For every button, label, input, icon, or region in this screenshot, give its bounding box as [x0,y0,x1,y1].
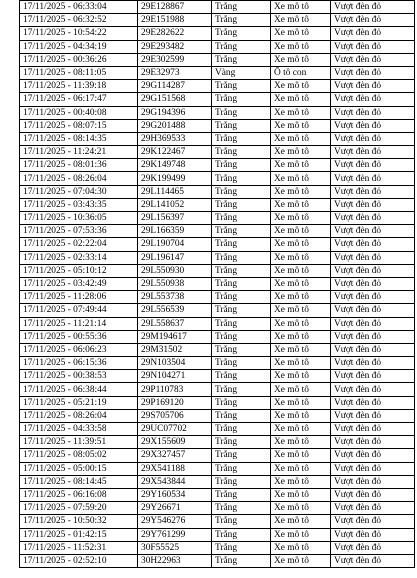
vehicle-type-cell: Xe mô tô [271,436,331,449]
violation-time-cell: 17/11/2025 - 08:01:36 [20,159,138,172]
license-plate-cell: 29E282622 [138,27,212,40]
violation-time-cell: 17/11/2025 - 03:42:49 [20,277,138,290]
plate-color-cell: Trắng [212,185,271,198]
license-plate-cell: 29Y160534 [138,488,212,501]
violation-type-cell: Vượt đèn đỏ [331,27,415,40]
plate-color-cell: Trắng [212,132,271,145]
table-row [20,264,415,277]
vehicle-type-cell: Xe mô tô [271,119,331,132]
table-row [20,462,415,475]
vehicle-type-cell: Xe mô tô [271,212,331,225]
vehicle-type-cell: Xe mô tô [271,383,331,396]
violation-type-cell: Vượt đèn đỏ [331,119,415,132]
vehicle-type-cell: Xe mô tô [271,132,331,145]
vehicle-type-cell: Xe mô tô [271,238,331,251]
violation-time-cell: 17/11/2025 - 08:05:02 [20,449,138,462]
table-row [20,541,415,554]
table-row [20,1,415,14]
plate-color-cell: Trắng [212,396,271,409]
license-plate-cell: 29G201488 [138,119,212,132]
plate-color-cell: Trắng [212,80,271,93]
violation-time-cell: 17/11/2025 - 00:36:26 [20,53,138,66]
violation-time-cell: 17/11/2025 - 08:11:05 [20,66,138,79]
violation-time-cell: 17/11/2025 - 11:39:18 [20,80,138,93]
table-row [20,409,415,422]
plate-color-cell: Trắng [212,488,271,501]
vehicle-type-cell: Xe mô tô [271,198,331,211]
violation-time-cell: 17/11/2025 - 00:55:36 [20,330,138,343]
vehicle-type-cell: Xe mô tô [271,172,331,185]
plate-color-cell: Trắng [212,212,271,225]
violation-time-cell: 17/11/2025 - 04:34:19 [20,40,138,53]
violation-type-cell: Vượt đèn đỏ [331,291,415,304]
plate-color-cell: Trắng [212,370,271,383]
plate-color-cell: Trắng [212,317,271,330]
violation-type-cell: Vượt đèn đỏ [331,515,415,528]
plate-color-cell: Trắng [212,53,271,66]
license-plate-cell: 29L190704 [138,238,212,251]
vehicle-type-cell: Xe mô tô [271,409,331,422]
violation-type-cell: Vượt đèn đỏ [331,475,415,488]
vehicle-type-cell: Xe mô tô [271,251,331,264]
table-row [20,475,415,488]
violation-type-cell: Vượt đèn đỏ [331,488,415,501]
violation-time-cell: 17/11/2025 - 06:33:04 [20,1,138,14]
vehicle-type-cell: Xe mô tô [271,1,331,14]
violation-type-cell: Vượt đèn đỏ [331,53,415,66]
table-row [20,212,415,225]
violations-table-body [20,1,415,568]
violation-type-cell: Vượt đèn đỏ [331,554,415,567]
violation-time-cell: 17/11/2025 - 06:38:44 [20,383,138,396]
plate-color-cell: Trắng [212,106,271,119]
violation-time-cell: 17/11/2025 - 08:14:35 [20,132,138,145]
table-row [20,488,415,501]
plate-color-cell: Trắng [212,198,271,211]
vehicle-type-cell: Xe mô tô [271,330,331,343]
plate-color-cell: Trắng [212,475,271,488]
table-row [20,423,415,436]
table-row [20,185,415,198]
plate-color-cell: Trắng [212,357,271,370]
violation-time-cell: 17/11/2025 - 11:28:06 [20,291,138,304]
table-row [20,502,415,515]
plate-color-cell: Trắng [212,423,271,436]
license-plate-cell: 29Y546276 [138,515,212,528]
plate-color-cell: Trắng [212,264,271,277]
license-plate-cell: 29M31502 [138,343,212,356]
violation-time-cell: 17/11/2025 - 01:42:15 [20,528,138,541]
violation-type-cell: Vượt đèn đỏ [331,330,415,343]
violation-time-cell: 17/11/2025 - 07:53:36 [20,225,138,238]
vehicle-type-cell: Xe mô tô [271,304,331,317]
violation-type-cell: Vượt đèn đỏ [331,343,415,356]
license-plate-cell: 29E128867 [138,1,212,14]
violation-time-cell: 17/11/2025 - 00:40:08 [20,106,138,119]
violation-time-cell: 17/11/2025 - 06:15:36 [20,357,138,370]
vehicle-type-cell: Xe mô tô [271,185,331,198]
vehicle-type-cell: Xe mô tô [271,488,331,501]
violation-time-cell: 17/11/2025 - 11:21:14 [20,317,138,330]
table-row [20,343,415,356]
table-row [20,554,415,567]
violation-time-cell: 17/11/2025 - 06:32:52 [20,14,138,27]
violation-type-cell: Vượt đèn đỏ [331,277,415,290]
license-plate-cell: 29L550930 [138,264,212,277]
table-row [20,370,415,383]
violation-time-cell: 17/11/2025 - 00:38:53 [20,370,138,383]
license-plate-cell: 29X543844 [138,475,212,488]
table-row [20,436,415,449]
vehicle-type-cell: Xe mô tô [271,541,331,554]
license-plate-cell: 29N104271 [138,370,212,383]
table-row [20,27,415,40]
plate-color-cell: Trắng [212,343,271,356]
vehicle-type-cell: Xe mô tô [271,528,331,541]
license-plate-cell: 29X541188 [138,462,212,475]
table-row [20,515,415,528]
license-plate-cell: 29H369533 [138,132,212,145]
plate-color-cell: Trắng [212,304,271,317]
vehicle-type-cell: Xe mô tô [271,449,331,462]
license-plate-cell: 29G194396 [138,106,212,119]
plate-color-cell: Trắng [212,502,271,515]
violation-type-cell: Vượt đèn đỏ [331,304,415,317]
license-plate-cell: 29L556539 [138,304,212,317]
violation-type-cell: Vượt đèn đỏ [331,66,415,79]
plate-color-cell: Trắng [212,238,271,251]
table-row [20,330,415,343]
table-row [20,132,415,145]
violation-type-cell: Vượt đèn đỏ [331,185,415,198]
violation-type-cell: Vượt đèn đỏ [331,132,415,145]
license-plate-cell: 29X327457 [138,449,212,462]
vehicle-type-cell: Xe mô tô [271,357,331,370]
plate-color-cell: Trắng [212,449,271,462]
violation-type-cell: Vượt đèn đỏ [331,172,415,185]
license-plate-cell: 29S705706 [138,409,212,422]
license-plate-cell: 30H22963 [138,554,212,567]
violation-type-cell: Vượt đèn đỏ [331,383,415,396]
vehicle-type-cell: Xe mô tô [271,53,331,66]
violation-type-cell: Vượt đèn đỏ [331,528,415,541]
vehicle-type-cell: Xe mô tô [271,27,331,40]
plate-color-cell: Trắng [212,409,271,422]
violation-type-cell: Vượt đèn đỏ [331,80,415,93]
plate-color-cell: Trắng [212,528,271,541]
license-plate-cell: 29Y761299 [138,528,212,541]
table-row [20,146,415,159]
vehicle-type-cell: Xe mô tô [271,475,331,488]
violation-type-cell: Vượt đèn đỏ [331,146,415,159]
violation-type-cell: Vượt đèn đỏ [331,317,415,330]
plate-color-cell: Trắng [212,436,271,449]
plate-color-cell: Trắng [212,14,271,27]
violation-type-cell: Vượt đèn đỏ [331,462,415,475]
violation-type-cell: Vượt đèn đỏ [331,449,415,462]
license-plate-cell: 29L156397 [138,212,212,225]
license-plate-cell: 29K122467 [138,146,212,159]
table-row [20,119,415,132]
plate-color-cell: Trắng [212,27,271,40]
violation-type-cell: Vượt đèn đỏ [331,502,415,515]
license-plate-cell: 29E293482 [138,40,212,53]
license-plate-cell: 29Y26671 [138,502,212,515]
table-row [20,14,415,27]
license-plate-cell: 29N103504 [138,357,212,370]
table-row [20,238,415,251]
table-row [20,66,415,79]
vehicle-type-cell: Xe mô tô [271,462,331,475]
violation-time-cell: 17/11/2025 - 05:21:19 [20,396,138,409]
table-row [20,396,415,409]
table-row [20,251,415,264]
vehicle-type-cell: Xe mô tô [271,146,331,159]
violation-type-cell: Vượt đèn đỏ [331,423,415,436]
violation-type-cell: Vượt đèn đỏ [331,251,415,264]
violation-type-cell: Vượt đèn đỏ [331,212,415,225]
violation-time-cell: 17/11/2025 - 11:24:21 [20,146,138,159]
license-plate-cell: 29UC07702 [138,423,212,436]
vehicle-type-cell: Xe mô tô [271,423,331,436]
license-plate-cell: 30F55525 [138,541,212,554]
violation-type-cell: Vượt đèn đỏ [331,436,415,449]
table-row [20,357,415,370]
license-plate-cell: 29G114287 [138,80,212,93]
plate-color-cell: Trắng [212,225,271,238]
violation-time-cell: 17/11/2025 - 08:26:04 [20,409,138,422]
violation-time-cell: 17/11/2025 - 10:54:22 [20,27,138,40]
violation-time-cell: 17/11/2025 - 05:10:12 [20,264,138,277]
violation-type-cell: Vượt đèn đỏ [331,159,415,172]
vehicle-type-cell: Xe mô tô [271,502,331,515]
license-plate-cell: 29L558637 [138,317,212,330]
table-row [20,528,415,541]
table-row [20,80,415,93]
plate-color-cell: Trắng [212,146,271,159]
license-plate-cell: 29L196147 [138,251,212,264]
violation-time-cell: 17/11/2025 - 02:33:14 [20,251,138,264]
table-row [20,304,415,317]
license-plate-cell: 29L550938 [138,277,212,290]
table-row [20,198,415,211]
violation-time-cell: 17/11/2025 - 03:43:35 [20,198,138,211]
violation-time-cell: 17/11/2025 - 06:06:23 [20,343,138,356]
vehicle-type-cell: Xe mô tô [271,317,331,330]
plate-color-cell: Trắng [212,159,271,172]
violation-type-cell: Vượt đèn đỏ [331,225,415,238]
plate-color-cell: Trắng [212,330,271,343]
vehicle-type-cell: Xe mô tô [271,370,331,383]
violation-type-cell: Vượt đèn đỏ [331,541,415,554]
violation-type-cell: Vượt đèn đỏ [331,198,415,211]
table-row [20,317,415,330]
violation-time-cell: 17/11/2025 - 10:50:32 [20,515,138,528]
plate-color-cell: Vàng [212,66,271,79]
violation-time-cell: 17/11/2025 - 07:49:44 [20,304,138,317]
violation-type-cell: Vượt đèn đỏ [331,93,415,106]
table-row [20,277,415,290]
license-plate-cell: 29X155609 [138,436,212,449]
violation-time-cell: 17/11/2025 - 08:14:45 [20,475,138,488]
plate-color-cell: Trắng [212,554,271,567]
table-row [20,93,415,106]
plate-color-cell: Trắng [212,462,271,475]
table-row [20,383,415,396]
vehicle-type-cell: Xe mô tô [271,225,331,238]
violations-table [19,0,415,568]
license-plate-cell: 29L114465 [138,185,212,198]
violation-type-cell: Vượt đèn đỏ [331,409,415,422]
violation-type-cell: Vượt đèn đỏ [331,357,415,370]
plate-color-cell: Trắng [212,383,271,396]
vehicle-type-cell: Xe mô tô [271,93,331,106]
license-plate-cell: 29M194617 [138,330,212,343]
plate-color-cell: Trắng [212,172,271,185]
license-plate-cell: 29P169120 [138,396,212,409]
table-row [20,159,415,172]
vehicle-type-cell: Xe mô tô [271,40,331,53]
vehicle-type-cell: Xe mô tô [271,515,331,528]
violation-time-cell: 17/11/2025 - 11:52:31 [20,541,138,554]
table-row [20,40,415,53]
vehicle-type-cell: Ô tô con [271,66,331,79]
vehicle-type-cell: Xe mô tô [271,264,331,277]
violation-time-cell: 17/11/2025 - 08:26:04 [20,172,138,185]
vehicle-type-cell: Xe mô tô [271,14,331,27]
table-row [20,225,415,238]
violation-type-cell: Vượt đèn đỏ [331,106,415,119]
plate-color-cell: Trắng [212,291,271,304]
vehicle-type-cell: Xe mô tô [271,343,331,356]
violation-time-cell: 17/11/2025 - 02:22:04 [20,238,138,251]
plate-color-cell: Trắng [212,93,271,106]
license-plate-cell: 29L141052 [138,198,212,211]
license-plate-cell: 29K199499 [138,172,212,185]
license-plate-cell: 29L166359 [138,225,212,238]
violation-type-cell: Vượt đèn đỏ [331,40,415,53]
table-row [20,291,415,304]
license-plate-cell: 29E302599 [138,53,212,66]
violation-time-cell: 17/11/2025 - 07:59:20 [20,502,138,515]
violation-type-cell: Vượt đèn đỏ [331,264,415,277]
table-row [20,449,415,462]
violation-type-cell: Vượt đèn đỏ [331,14,415,27]
plate-color-cell: Trắng [212,277,271,290]
violation-time-cell: 17/11/2025 - 04:33:58 [20,423,138,436]
violation-type-cell: Vượt đèn đỏ [331,1,415,14]
license-plate-cell: 29E151988 [138,14,212,27]
plate-color-cell: Trắng [212,515,271,528]
license-plate-cell: 29G151568 [138,93,212,106]
table-row [20,53,415,66]
violation-time-cell: 17/11/2025 - 05:00:15 [20,462,138,475]
table-row [20,106,415,119]
violation-time-cell: 17/11/2025 - 10:36:05 [20,212,138,225]
plate-color-cell: Trắng [212,1,271,14]
violation-time-cell: 17/11/2025 - 06:17:47 [20,93,138,106]
vehicle-type-cell: Xe mô tô [271,159,331,172]
license-plate-cell: 29L553738 [138,291,212,304]
vehicle-type-cell: Xe mô tô [271,80,331,93]
plate-color-cell: Trắng [212,251,271,264]
plate-color-cell: Trắng [212,40,271,53]
plate-color-cell: Trắng [212,541,271,554]
table-row [20,172,415,185]
vehicle-type-cell: Xe mô tô [271,291,331,304]
license-plate-cell: 29E32973 [138,66,212,79]
vehicle-type-cell: Xe mô tô [271,554,331,567]
violation-time-cell: 17/11/2025 - 06:16:08 [20,488,138,501]
vehicle-type-cell: Xe mô tô [271,396,331,409]
vehicle-type-cell: Xe mô tô [271,106,331,119]
violation-time-cell: 17/11/2025 - 11:39:51 [20,436,138,449]
vehicle-type-cell: Xe mô tô [271,277,331,290]
license-plate-cell: 29P110783 [138,383,212,396]
violation-time-cell: 17/11/2025 - 02:52:10 [20,554,138,567]
violation-type-cell: Vượt đèn đỏ [331,370,415,383]
violation-type-cell: Vượt đèn đỏ [331,396,415,409]
plate-color-cell: Trắng [212,119,271,132]
license-plate-cell: 29K149748 [138,159,212,172]
violation-time-cell: 17/11/2025 - 07:04:30 [20,185,138,198]
violation-type-cell: Vượt đèn đỏ [331,238,415,251]
violation-time-cell: 17/11/2025 - 08:07:15 [20,119,138,132]
